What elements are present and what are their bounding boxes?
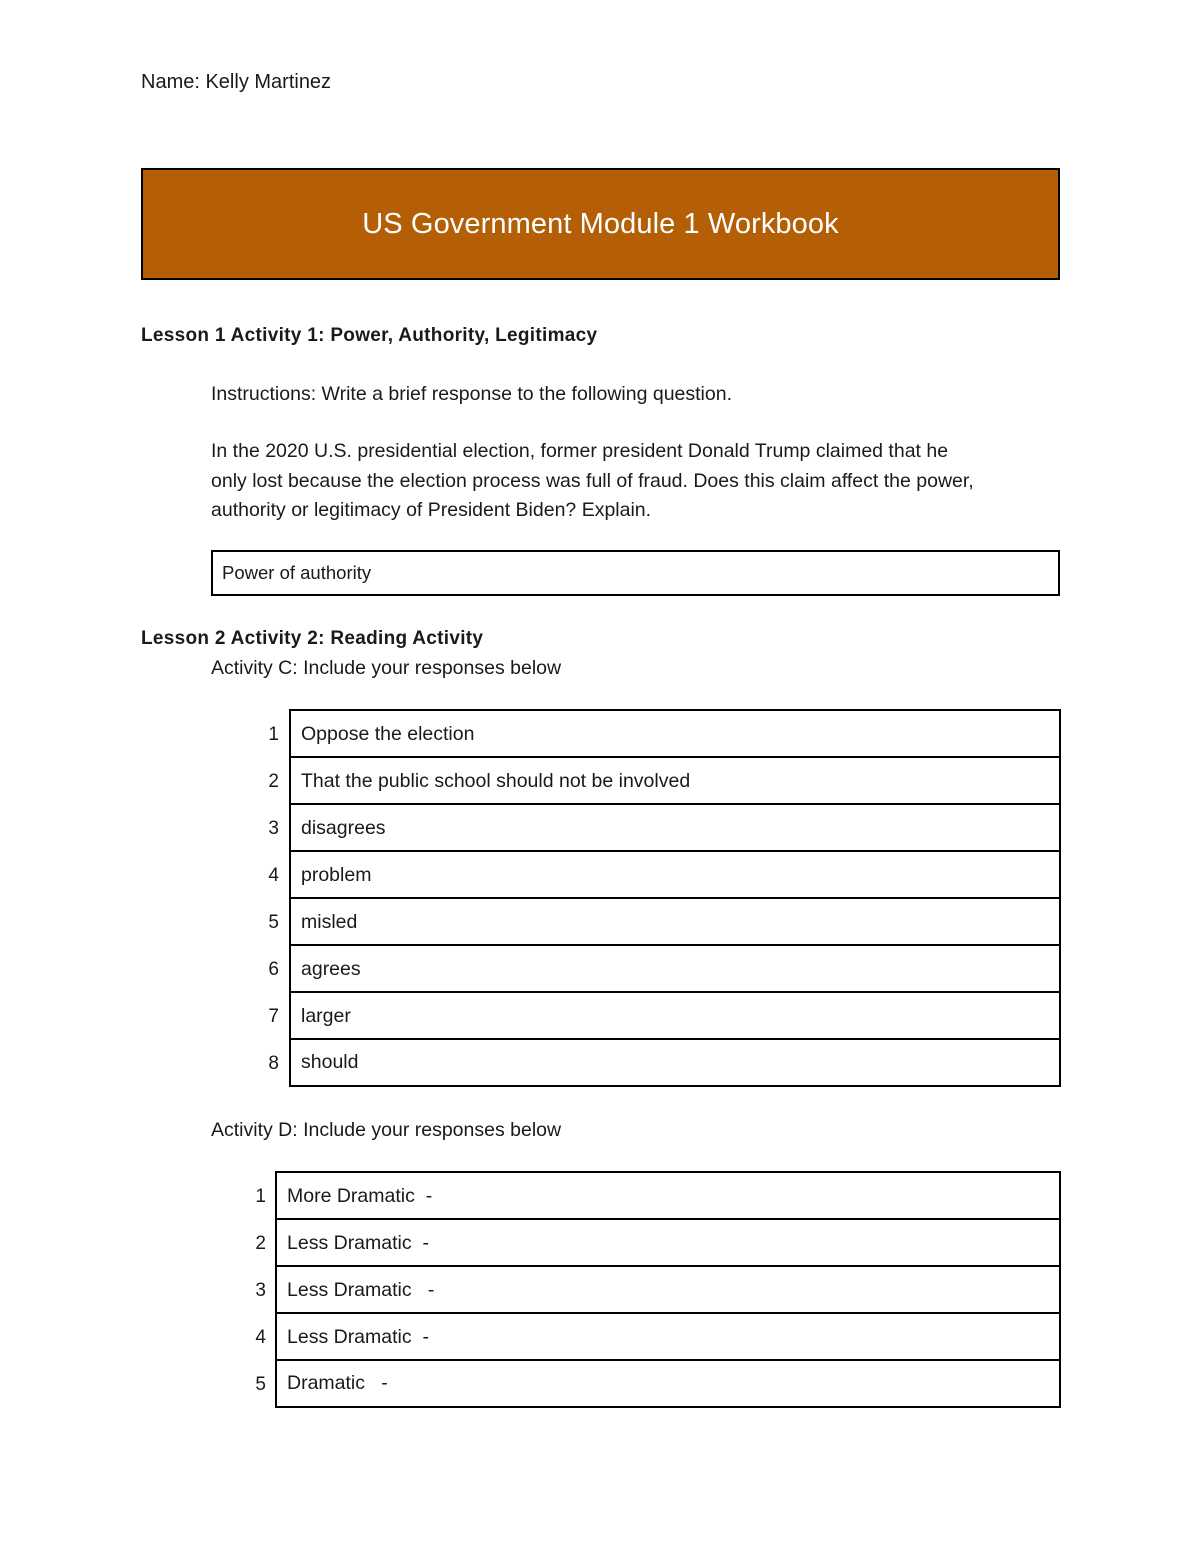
row-number: 3 — [268, 818, 279, 839]
response-cell[interactable] — [289, 991, 1061, 1040]
response-text: problem — [301, 864, 372, 886]
response-cell[interactable] — [289, 1038, 1061, 1087]
activity-c-label: Activity C: Include your responses below — [211, 657, 562, 679]
lesson1-answer-text: Power of authority — [222, 562, 372, 583]
response-text: disagrees — [301, 817, 386, 839]
question-line: authority or legitimacy of President Biden? Explain. — [211, 499, 652, 521]
response-cell[interactable] — [289, 897, 1061, 946]
response-text: Dramatic - — [287, 1372, 388, 1394]
response-cell[interactable] — [289, 850, 1061, 899]
response-cell[interactable] — [275, 1265, 1061, 1314]
response-text: Less Dramatic - — [287, 1232, 429, 1254]
row-number: 2 — [255, 1233, 266, 1254]
row-number: 4 — [268, 865, 279, 886]
lesson1-answer-box[interactable] — [211, 550, 1060, 596]
response-text: agrees — [301, 958, 361, 980]
lesson2-heading: Lesson 2 Activity 2: Reading Activity — [141, 628, 484, 649]
row-number: 3 — [255, 1280, 266, 1301]
response-text: More Dramatic - — [287, 1185, 433, 1207]
response-cell[interactable] — [289, 944, 1061, 993]
response-text: should — [301, 1051, 359, 1073]
workbook-title: US Government Module 1 Workbook — [362, 207, 839, 240]
row-number: 8 — [268, 1053, 279, 1074]
response-cell[interactable] — [275, 1359, 1061, 1408]
activity-d-label: Activity D: Include your responses below — [211, 1119, 562, 1141]
response-cell[interactable] — [275, 1171, 1061, 1220]
row-number: 2 — [268, 771, 279, 792]
question-line: only lost because the election process was full of fraud. Does this claim affect the power, — [211, 469, 974, 492]
workbook-title-banner — [141, 168, 1060, 280]
response-text: misled — [301, 911, 358, 933]
lesson1-question — [211, 437, 1071, 526]
response-cell[interactable] — [289, 709, 1061, 758]
response-text: Less Dramatic - — [287, 1279, 435, 1301]
row-number: 7 — [268, 1006, 279, 1027]
row-number: 1 — [255, 1186, 266, 1207]
row-number: 6 — [268, 959, 279, 980]
response-text: Less Dramatic - — [287, 1326, 429, 1348]
response-text: larger — [301, 1005, 351, 1027]
row-number: 1 — [268, 724, 279, 745]
row-number: 5 — [255, 1374, 266, 1395]
response-cell[interactable] — [289, 803, 1061, 852]
lesson1-instructions: Instructions: Write a brief response to the following question. — [211, 383, 732, 405]
response-text: That the public school should not be involved — [301, 770, 691, 792]
row-number: 5 — [268, 912, 279, 933]
response-cell[interactable] — [275, 1312, 1061, 1361]
response-text: Oppose the election — [301, 723, 475, 745]
question-line: In the 2020 U.S. presidential election, former president Donald Trump claimed that he — [211, 440, 949, 462]
student-name: Name: Kelly Martinez — [141, 71, 332, 93]
row-number: 4 — [255, 1327, 266, 1348]
response-cell[interactable] — [275, 1218, 1061, 1267]
response-cell[interactable] — [289, 756, 1061, 805]
lesson1-heading: Lesson 1 Activity 1: Power, Authority, Legitimacy — [141, 325, 598, 346]
